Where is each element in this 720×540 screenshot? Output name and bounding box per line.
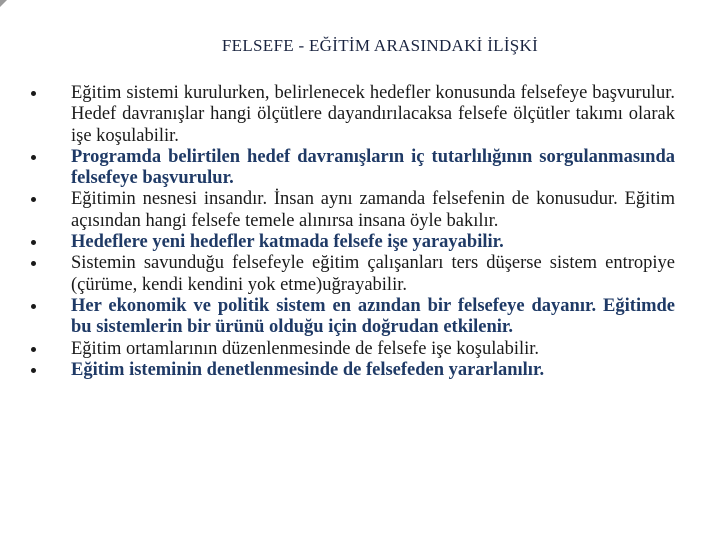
bullet-text: Her ekonomik ve politik sistem en azından bir felsefeye dayanır. Eğitimde bu sistemlerin bir ürünü olduğu için doğrudan etkilenir.	[71, 295, 675, 338]
bullet-text: Eğitimin nesnesi insandır. İnsan aynı zamanda felsefenin de konusudur. Eğitim açısından hangi felsefe temele alınırsa insana öyle bakılır.	[71, 189, 675, 231]
bullet-dot-icon	[31, 304, 36, 309]
slide-title: FELSEFE - EĞİTİM ARASINDAKİ İLİŞKİ	[221, 36, 539, 55]
bullet-item	[0, 189, 675, 232]
bullet-dot-icon	[31, 197, 36, 202]
bullet-text: Eğitim sistemi kurulurken, belirlenecek hedefler konusunda felsefeye başvurulur. Hedef davranışlar hangi ölçütlere dayandırılacaksa felsefe ölçütler takımı olarak işe koşulabilir.	[71, 83, 675, 146]
bullet-item	[0, 147, 675, 190]
bullet-item	[0, 296, 675, 339]
bullet-item	[0, 83, 675, 147]
bullet-text: Programda belirtilen hedef davranışların iç tutarlılığının sorgulanmasında felsefeye başvurulur.	[71, 146, 675, 189]
bullet-item	[0, 360, 675, 381]
bullet-dot-icon	[31, 240, 36, 245]
bullet-item	[0, 339, 675, 360]
bullet-list	[0, 83, 720, 381]
bullet-text: Eğitim isteminin denetlenmesinde de felsefeden yararlanılır.	[71, 359, 545, 380]
corner-decoration	[0, 0, 7, 7]
bullet-dot-icon	[31, 261, 36, 266]
bullet-dot-icon	[31, 368, 36, 373]
bullet-dot-icon	[31, 91, 36, 96]
bullet-item	[0, 253, 675, 296]
bullet-dot-icon	[31, 347, 36, 352]
bullet-dot-icon	[31, 155, 36, 160]
bullet-item	[0, 232, 675, 253]
bullet-text: Hedeflere yeni hedefler katmada felsefe işe yarayabilir.	[71, 232, 504, 253]
bullet-text: Sistemin savunduğu felsefeyle eğitim çalışanları ters düşerse sistem entropiye (çürüme, kendi kendini yok etme)uğrayabilir.	[71, 253, 675, 295]
bullet-text: Eğitim ortamlarının düzenlenmesinde de felsefe işe koşulabilir.	[71, 338, 540, 359]
